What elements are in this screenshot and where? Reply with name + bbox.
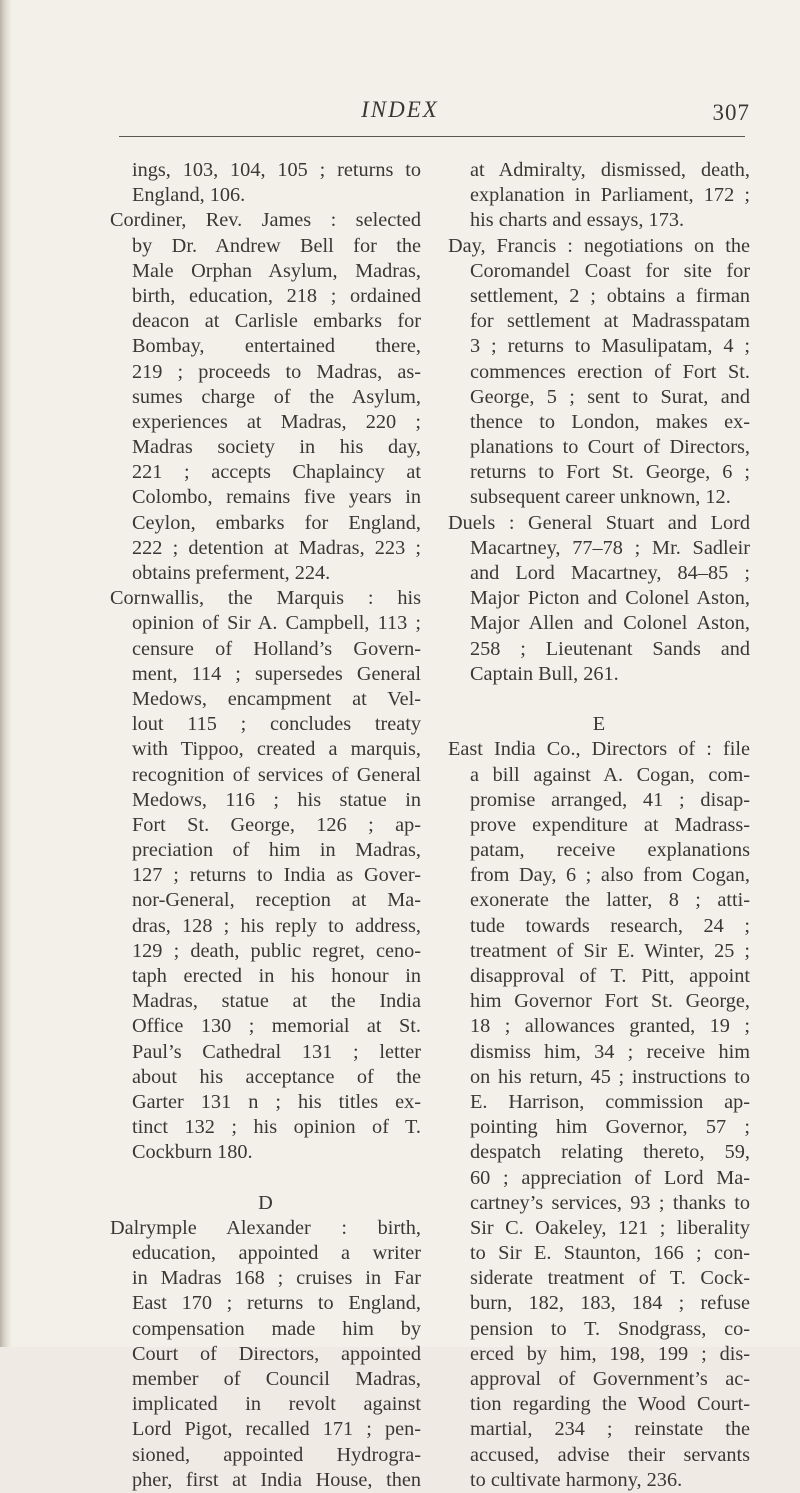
index-line: tion regarding the Wood Court- [470, 1393, 750, 1416]
section-letter: D [258, 1191, 273, 1214]
index-line: in Madras 168 ; cruises in Far [132, 1267, 421, 1290]
header-rule [119, 136, 745, 137]
index-line: Major Picton and Colonel Aston, [470, 587, 750, 610]
index-line: tude towards research, 24 ; [470, 914, 750, 937]
index-line: 258 ; Lieutenant Sands and [470, 637, 750, 660]
index-line: planations to Court of Directors, [470, 436, 750, 459]
index-line: censure of Holland’s Govern- [132, 637, 421, 660]
index-line: 3 ; returns to Masulipatam, 4 ; [470, 335, 750, 358]
index-line: erced by him, 198, 199 ; dis- [470, 1342, 750, 1365]
index-line: Bombay, entertained there, [132, 335, 421, 358]
section-letter: E [592, 713, 606, 736]
index-line: Cordiner, Rev. James : selected [110, 209, 421, 232]
page-number: 307 [712, 100, 750, 125]
index-line: Duels : General Stuart and Lord [448, 511, 750, 534]
index-line: birth, education, 218 ; ordained [132, 284, 421, 307]
index-line: Madras society in his day, [132, 436, 421, 459]
index-line: Macartney, 77–78 ; Mr. Sadleir [470, 536, 750, 559]
index-line: Garter 131 n ; his titles ex- [132, 1090, 421, 1113]
index-line: Madras, statue at the India [132, 990, 421, 1013]
index-line: pointing him Governor, 57 ; [470, 1116, 750, 1139]
index-line: Cockburn 180. [132, 1141, 253, 1164]
index-line: accused, advise their servants [470, 1443, 750, 1466]
index-line: from Day, 6 ; also from Cogan, [470, 864, 750, 887]
index-line: member of Council Madras, [132, 1368, 421, 1390]
index-line: ment, 114 ; supersedes General [132, 662, 421, 685]
index-line: Medows, 116 ; his statue in [132, 788, 421, 811]
index-line: 222 ; detention at Madras, 223 ; [132, 536, 421, 559]
index-line: a bill against A. Cogan, com- [470, 763, 750, 786]
index-line: him Governor Fort St. George, [470, 990, 750, 1013]
index-line: dras, 128 ; his reply to address, [132, 914, 421, 937]
index-line: E. Harrison, commission ap- [470, 1090, 750, 1113]
index-line: dismiss him, 34 ; receive him [470, 1040, 750, 1063]
index-line: George, 5 ; sent to Surat, and [470, 385, 750, 408]
index-line: pher, first at India House, then [132, 1468, 421, 1491]
index-line: compensation made him by [132, 1317, 421, 1340]
index-line: Ceylon, embarks for England, [132, 511, 421, 534]
index-line: Day, Francis : negotiations on the [448, 234, 750, 257]
index-line: Cornwallis, the Marquis : his [110, 587, 421, 610]
index-line: with Tippoo, created a marquis, [132, 738, 421, 761]
index-column-left [110, 158, 421, 1493]
index-line [448, 687, 750, 712]
index-line: Dalrymple Alexander : birth, [110, 1216, 421, 1239]
index-line: 129 ; death, public regret, ceno- [132, 939, 421, 962]
index-line: Fort St. George, 126 ; ap- [132, 813, 421, 836]
index-line: subsequent career unknown, 12. [470, 486, 731, 509]
index-line: 127 ; returns to India as Gover- [132, 864, 421, 887]
index-line: taph erected in his honour in [132, 965, 421, 987]
index-line: approval of Government’s ac- [470, 1368, 750, 1390]
page-binding-edge [0, 0, 12, 1347]
index-line: for settlement at Madrasspatam [470, 310, 750, 333]
index-line: on his return, 45 ; instructions to [470, 1065, 750, 1088]
index-line: to Sir E. Staunton, 166 ; con- [470, 1242, 750, 1265]
index-line: Captain Bull, 261. [470, 662, 619, 685]
index-line: burn, 182, 183, 184 ; refuse [470, 1292, 750, 1315]
index-line: prove expenditure at Madrass- [470, 813, 750, 836]
index-line: martial, 234 ; reinstate the [470, 1418, 750, 1441]
index-line: opinion of Sir A. Campbell, 113 ; [132, 612, 421, 635]
index-line: to cultivate harmony, 236. [470, 1468, 683, 1491]
index-line: 18 ; allowances granted, 19 ; [470, 1015, 750, 1038]
index-line: tinct 132 ; his opinion of T. [132, 1116, 421, 1139]
index-line: cartney’s services, 93 ; thanks to [470, 1191, 750, 1214]
index-line: Court of Directors, appointed [132, 1342, 421, 1365]
index-line: at Admiralty, dismissed, death, [470, 159, 750, 181]
index-line: implicated in revolt against [132, 1393, 421, 1416]
index-line: experiences at Madras, 220 ; [132, 410, 421, 433]
index-line: Lord Pigot, recalled 171 ; pen- [132, 1418, 421, 1441]
index-line: patam, receive explanations [470, 839, 750, 862]
index-line: preciation of him in Madras, [132, 839, 421, 862]
index-line: Office 130 ; memorial at St. [132, 1015, 421, 1038]
index-line: lout 115 ; concludes treaty [132, 713, 421, 736]
index-line: exonerate the latter, 8 ; atti- [470, 889, 750, 912]
index-line: 219 ; proceeds to Madras, as- [132, 360, 421, 383]
index-line: treatment of Sir E. Winter, 25 ; [470, 939, 750, 962]
index-line: despatch relating thereto, 59, [470, 1141, 750, 1164]
index-line: 60 ; appreciation of Lord Ma- [470, 1166, 750, 1189]
index-line: Major Allen and Colonel Aston, [470, 612, 750, 635]
index-line: Paul’s Cathedral 131 ; letter [132, 1040, 421, 1063]
index-line: about his acceptance of the [132, 1065, 421, 1088]
index-line: obtains preferment, 224. [132, 562, 331, 584]
index-line: and Lord Macartney, 84–85 ; [470, 562, 750, 584]
index-line: by Dr. Andrew Bell for the [132, 234, 421, 257]
index-line: nor-General, reception at Ma- [132, 889, 421, 912]
index-line: returns to Fort St. George, 6 ; [470, 461, 750, 484]
index-line: promise arranged, 41 ; disap- [470, 788, 750, 811]
index-line: commences erection of Fort St. [470, 360, 750, 383]
index-line: England, 106. [132, 184, 246, 207]
index-line: Colombo, remains five years in [132, 486, 421, 509]
index-line: Medows, encampment at Vel- [132, 687, 421, 710]
index-line: Coromandel Coast for site for [470, 259, 750, 282]
index-line: thence to London, makes ex- [470, 410, 750, 433]
running-header-title: INDEX [361, 97, 439, 122]
index-line: sioned, appointed Hydrogra- [132, 1443, 421, 1466]
index-line: Sir C. Oakeley, 121 ; liberality [470, 1216, 750, 1239]
index-column-right [448, 158, 750, 1493]
index-line [110, 1166, 421, 1191]
index-line: explanation in Parliament, 172 ; [470, 184, 750, 207]
index-line: ings, 103, 104, 105 ; returns to [132, 159, 421, 181]
index-line: sumes charge of the Asylum, [132, 385, 421, 408]
index-line: disapproval of T. Pitt, appoint [470, 965, 750, 987]
index-line: education, appointed a writer [132, 1242, 421, 1265]
index-line: 221 ; accepts Chaplaincy at [132, 461, 421, 484]
index-line: settlement, 2 ; obtains a firman [470, 284, 750, 307]
index-line: siderate treatment of T. Cock- [470, 1267, 750, 1290]
index-line: East 170 ; returns to England, [132, 1292, 421, 1315]
index-line: East India Co., Directors of : file [448, 738, 750, 761]
index-line: Male Orphan Asylum, Madras, [132, 259, 421, 282]
index-line: his charts and essays, 173. [470, 209, 685, 232]
index-line: recognition of services of General [132, 763, 421, 786]
index-line: pension to T. Snodgrass, co- [470, 1317, 750, 1340]
index-line: deacon at Carlisle embarks for [132, 310, 421, 333]
